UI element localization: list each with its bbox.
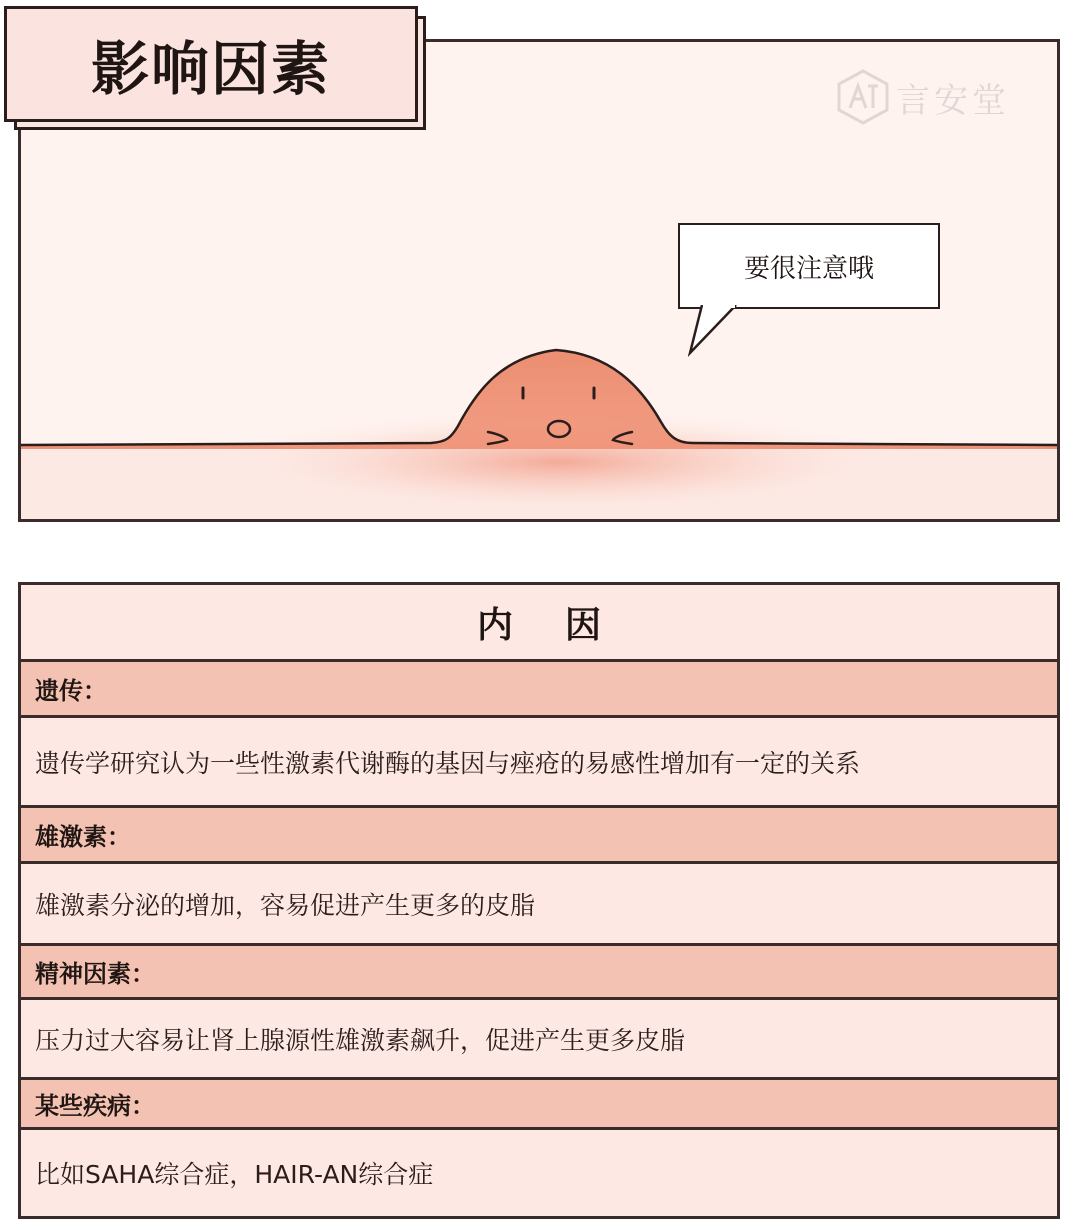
factor-text-disease: 比如SAHA综合症，HAIR-AN综合症 [35, 1160, 434, 1189]
speech-bubble [678, 223, 940, 309]
factor-label-mental: 精神因素： [35, 960, 155, 988]
factor-text-row [21, 1000, 1057, 1080]
pimple-bump [21, 350, 1057, 449]
factor-text-row [21, 718, 1057, 808]
factor-text-row [21, 1130, 1057, 1216]
factor-label-disease: 某些疾病： [35, 1092, 155, 1120]
factor-text-row [21, 864, 1057, 946]
brand-name: 言安堂 [896, 80, 1010, 121]
factor-label-androgen: 雄激素： [35, 823, 131, 851]
table-heading-row [21, 585, 1057, 662]
factor-text-genetics: 遗传学研究认为一些性激素代谢酶的基因与痤疮的易感性增加有一定的关系 [35, 748, 861, 778]
factor-label-row [21, 946, 1057, 1000]
speech-text: 要很注意哦 [743, 253, 874, 284]
factor-label-row [21, 1080, 1057, 1130]
table-heading: 内因 [476, 604, 653, 646]
hexagon-logo-icon [836, 68, 890, 126]
brand-watermark [836, 68, 1010, 126]
speech-bubble-tail [688, 305, 748, 357]
internal-factors-table [18, 582, 1060, 1219]
factor-text-mental: 压力过大容易让肾上腺源性雄激素飙升，促进产生更多皮脂 [35, 1025, 686, 1055]
factor-label-row [21, 662, 1057, 718]
page-title: 影响因素 [90, 35, 331, 103]
factor-label-genetics: 遗传： [35, 677, 107, 705]
title-tab [4, 6, 418, 122]
factor-label-row [21, 808, 1057, 864]
factor-text-androgen: 雄激素分泌的增加，容易促进产生更多的皮脂 [35, 890, 536, 920]
